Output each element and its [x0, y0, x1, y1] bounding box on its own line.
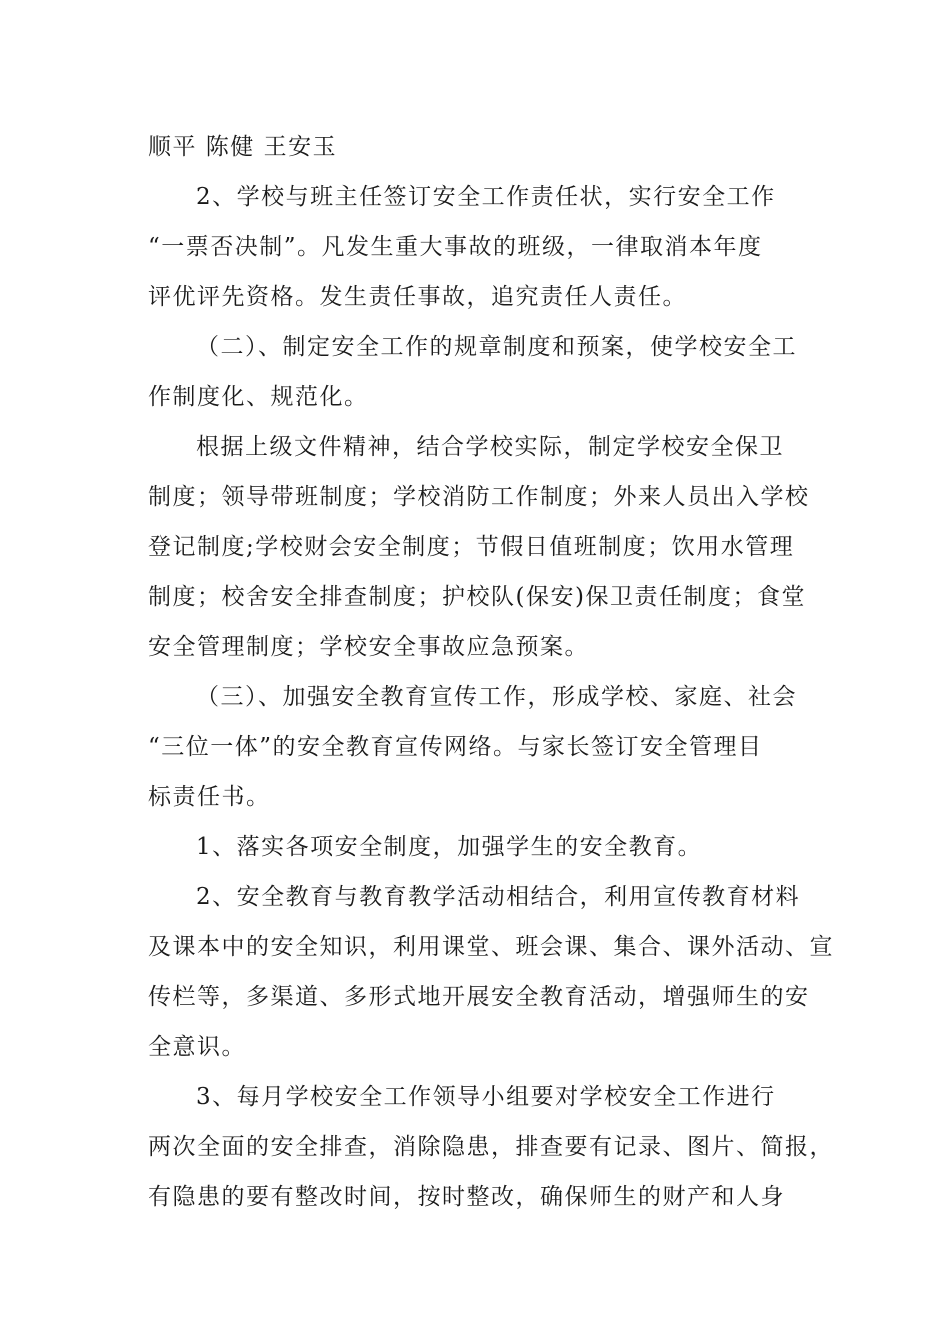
text-line: 有隐患的要有整改时间，按时整改，确保师生的财产和人身: [148, 1184, 785, 1210]
text-line: 3、每月学校安全工作领导小组要对学校安全工作进行: [196, 1084, 776, 1110]
text-line: 两次全面的安全排查，消除隐患，排查要有记录、图片、简报，: [148, 1134, 834, 1160]
text-line: 制度；校舍安全排查制度；护校队(保安)保卫责任制度；食堂: [148, 584, 806, 610]
text-line: 传栏等，多渠道、多形式地开展安全教育活动，增强师生的安: [148, 984, 810, 1010]
text-line: 及课本中的安全知识，利用课堂、班会课、集合、课外活动、宣: [148, 934, 834, 960]
section-heading-3: （三）、加强安全教育宣传工作，形成学校、家庭、社会: [196, 684, 797, 710]
text-line: 2、学校与班主任签订安全工作责任状，实行安全工作: [196, 184, 776, 210]
section-heading-2: （二）、制定安全工作的规章制度和预案，使学校安全工: [196, 334, 797, 360]
text-line: 安全管理制度；学校安全事故应急预案。: [148, 634, 589, 660]
text-line: 全意识。: [148, 1034, 246, 1060]
text-line: 2、安全教育与教育教学活动相结合，利用宣传教育材料: [196, 884, 801, 910]
text-line: “三位一体”的安全教育宣传网络。与家长签订安全管理目: [148, 734, 763, 760]
text-line: 制度；领导带班制度；学校消防工作制度；外来人员出入学校: [148, 484, 810, 510]
text-line: 标责任书。: [148, 784, 271, 810]
text-line: 1、落实各项安全制度，加强学生的安全教育。: [196, 834, 703, 860]
text-line: 登记制度;学校财会安全制度；节假日值班制度；饮用水管理: [148, 534, 795, 560]
text-line: 评优评先资格。发生责任事故，追究责任人责任。: [148, 284, 687, 310]
text-line-names: 顺平 陈健 王安玉: [148, 134, 338, 160]
text-line: “一票否决制”。凡发生重大事故的班级，一律取消本年度: [148, 234, 763, 260]
text-line: 根据上级文件精神，结合学校实际，制定学校安全保卫: [196, 434, 784, 460]
text-line: 作制度化、规范化。: [148, 384, 369, 410]
